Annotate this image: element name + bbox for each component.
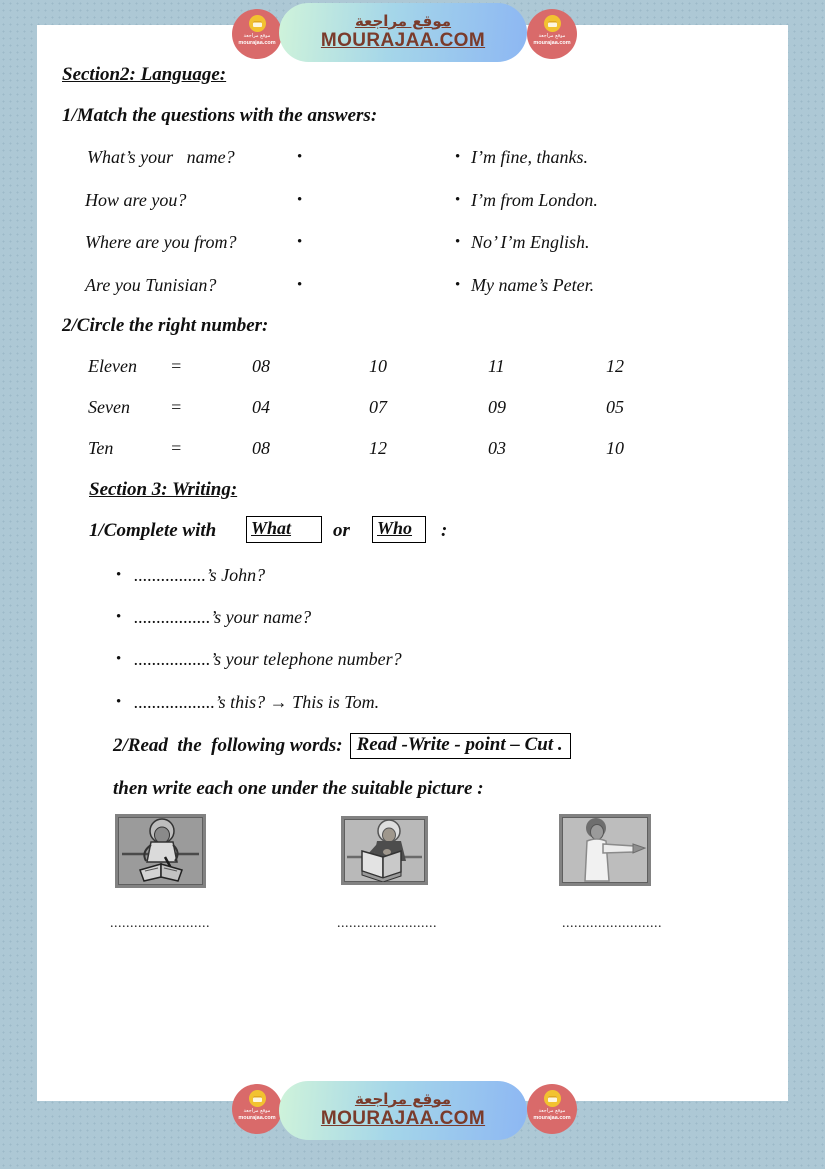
number-option: 10 (369, 356, 387, 376)
word-choice-box-what (246, 516, 322, 543)
picture-child-writing (115, 814, 206, 888)
badge-logo-icon (249, 15, 266, 32)
bullet-icon: • (297, 277, 303, 293)
fill-in-item: ................’s John? (134, 565, 266, 585)
section3-title: Section 3: Writing: (89, 479, 238, 500)
number-option: 08 (252, 356, 270, 376)
brand-badge-left-footer (232, 1084, 282, 1134)
fill-in-item: .................’s your name? (134, 607, 312, 627)
equals-sign: = (170, 438, 183, 458)
brand-badge-right (527, 9, 577, 59)
answer-line: ......................... (562, 916, 662, 931)
child-writing-illustration (118, 817, 203, 885)
number-option: 03 (488, 438, 506, 458)
brand-arabic-title: موقع مراجعة (354, 11, 452, 30)
read-instruction: 2/Read the following words: (113, 735, 343, 756)
number-option: 08 (252, 438, 270, 458)
brand-badge-right-footer (527, 1084, 577, 1134)
bullet-icon: • (116, 651, 122, 667)
bullet-icon: • (116, 609, 122, 625)
badge-logo-icon (544, 15, 561, 32)
number-option: 12 (369, 438, 387, 458)
match-answer: No’ I’m English. (471, 232, 590, 252)
bullet-icon: • (297, 192, 303, 208)
complete-instruction: 1/Complete with (89, 520, 217, 541)
brand-arabic-title: موقع مراجعة (354, 1089, 452, 1108)
number-word: Eleven (88, 356, 137, 376)
badge-arabic-label: موقع مراجعة (538, 33, 566, 39)
match-question: What’s your name? (87, 147, 235, 167)
read-instruction-row (113, 733, 571, 759)
brand-banner-header (279, 3, 527, 62)
brand-domain-link[interactable]: MOURAJAA.COM (320, 1108, 486, 1130)
boy-reading-illustration (344, 819, 425, 882)
read-instruction-line2: then write each one under the suitable picture : (113, 778, 484, 799)
badge-domain-label: mourajaa.com (533, 39, 571, 46)
number-option: 12 (606, 356, 624, 376)
number-option: 05 (606, 397, 624, 417)
match-question: How are you? (85, 190, 187, 210)
fill-in-item: ..................’s this? → This is Tom. (134, 692, 380, 712)
match-exercise-title: 1/Match the questions with the answers: (62, 105, 378, 126)
number-option: 11 (488, 356, 505, 376)
number-option: 10 (606, 438, 624, 458)
answer-line: ......................... (337, 916, 437, 931)
equals-sign: = (170, 356, 183, 376)
match-question: Are you Tunisian? (85, 275, 217, 295)
bullet-icon: • (116, 567, 122, 583)
number-option: 07 (369, 397, 387, 417)
number-option: 04 (252, 397, 270, 417)
match-answer: I’m fine, thanks. (471, 147, 588, 167)
bullet-icon: • (455, 234, 461, 250)
bullet-icon: • (455, 149, 461, 165)
word-choice-who: Who (377, 518, 413, 538)
fill-in-item: .................’s your telephone number? (134, 649, 402, 669)
badge-arabic-label: موقع مراجعة (243, 33, 271, 39)
word-choice-what: What (251, 518, 292, 538)
bullet-icon: • (297, 149, 303, 165)
bullet-icon: • (297, 234, 303, 250)
match-answer: My name’s Peter. (471, 275, 595, 295)
badge-arabic-label: موقع مراجعة (538, 1108, 566, 1114)
bullet-icon: • (116, 694, 122, 710)
badge-logo-icon (249, 1090, 266, 1107)
number-option: 09 (488, 397, 506, 417)
word-list-box: Read -Write - point – Cut . (350, 733, 571, 759)
badge-arabic-label: موقع مراجعة (243, 1108, 271, 1114)
colon-label: : (441, 520, 448, 541)
bullet-icon: • (455, 192, 461, 208)
badge-domain-label: mourajaa.com (238, 39, 276, 46)
worksheet-page (37, 25, 788, 1101)
brand-banner-footer (279, 1081, 527, 1140)
number-word: Seven (88, 397, 130, 417)
badge-logo-icon (544, 1090, 561, 1107)
badge-domain-label: mourajaa.com (533, 1114, 571, 1121)
circle-exercise-title: 2/Circle the right number: (62, 315, 269, 336)
match-question: Where are you from? (85, 232, 237, 252)
answer-line: ......................... (110, 916, 210, 931)
boy-pointing-illustration (562, 817, 648, 883)
or-label: or (333, 520, 350, 541)
badge-domain-label: mourajaa.com (238, 1114, 276, 1121)
picture-boy-pointing (559, 814, 651, 886)
match-answer: I’m from London. (471, 190, 598, 210)
equals-sign: = (170, 397, 183, 417)
brand-badge-left (232, 9, 282, 59)
word-choice-box-who (372, 516, 426, 543)
number-word: Ten (88, 438, 114, 458)
section2-title: Section2: Language: (62, 64, 227, 85)
bullet-icon: • (455, 277, 461, 293)
picture-boy-reading-big-book (341, 816, 428, 885)
brand-domain-link[interactable]: MOURAJAA.COM (320, 30, 486, 52)
